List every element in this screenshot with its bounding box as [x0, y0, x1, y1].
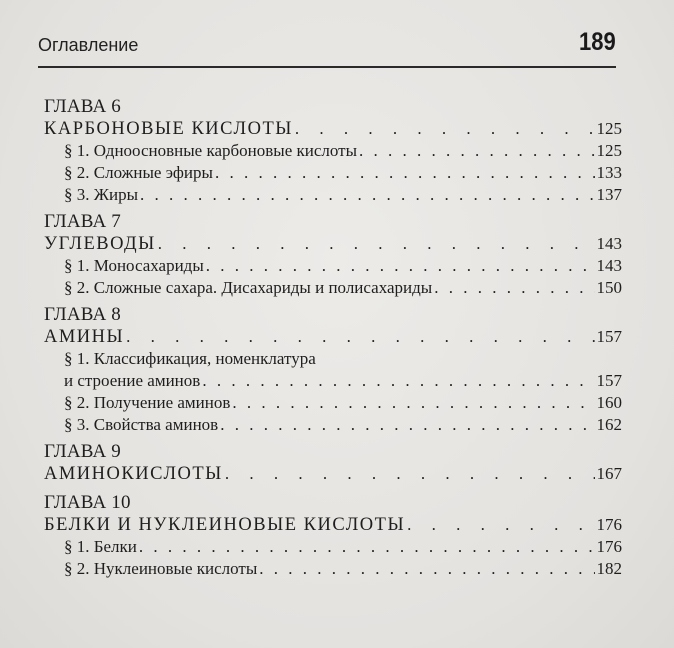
chapter-9-label: ГЛАВА 9 [44, 441, 122, 462]
section-8-1-title-line1: § 1. Классификация, номенклатура [64, 349, 316, 368]
leader-dots [407, 514, 594, 536]
section-8-3-page: 162 [596, 415, 622, 434]
chapter-6-entry[interactable] [44, 118, 622, 140]
section-6-3-entry[interactable] [44, 184, 622, 206]
section-6-2-title: § 2. Сложные эфиры [64, 163, 213, 182]
leader-dots [434, 277, 594, 299]
section-8-1-page: 157 [596, 371, 622, 390]
chapter-10-label: ГЛАВА 10 [44, 492, 131, 513]
leader-dots [158, 233, 595, 255]
section-10-1-entry[interactable] [44, 536, 622, 558]
section-8-3-entry[interactable] [44, 414, 622, 436]
section-6-1-entry[interactable] [44, 140, 622, 162]
leader-dots [259, 558, 594, 580]
section-8-2-title: § 2. Получение аминов [64, 393, 231, 412]
section-7-1-page: 143 [596, 256, 622, 275]
section-6-1-page: 125 [596, 141, 622, 160]
section-7-2-page: 150 [596, 278, 622, 297]
section-6-3-page: 137 [596, 185, 622, 204]
section-6-2-page: 133 [596, 163, 622, 182]
section-8-1-title-line2: и строение аминов [64, 371, 201, 390]
leader-dots [359, 140, 594, 162]
chapter-6-title: КАРБОНОВЫЕ КИСЛОТЫ [44, 119, 293, 139]
section-8-1-entry[interactable] [44, 370, 622, 392]
section-10-2-page: 182 [596, 559, 622, 578]
section-10-1-title: § 1. Белки [64, 537, 137, 556]
section-10-2-title: § 2. Нуклеиновые кислоты [64, 559, 258, 578]
section-8-2-page: 160 [596, 393, 622, 412]
leader-dots [140, 184, 594, 206]
chapter-10-entry[interactable] [44, 514, 622, 536]
leader-dots [206, 255, 595, 277]
leader-dots [215, 162, 595, 184]
running-header-title: Оглавление [38, 35, 139, 55]
chapter-7-entry[interactable] [44, 233, 622, 255]
leader-dots [295, 118, 595, 140]
chapter-8-label: ГЛАВА 8 [44, 304, 122, 325]
section-7-1-entry[interactable] [44, 255, 622, 277]
section-8-2-entry[interactable] [44, 392, 622, 414]
section-6-3-title: § 3. Жиры [64, 185, 139, 204]
running-header [38, 28, 616, 62]
chapter-8-title: АМИНЫ [44, 327, 125, 347]
section-8-3-title: § 3. Свойства аминов [64, 415, 219, 434]
chapter-6-label: ГЛАВА 6 [44, 96, 122, 117]
leader-dots [139, 536, 595, 558]
chapter-7-title: УГЛЕВОДЫ [44, 234, 156, 254]
leader-dots [126, 326, 594, 348]
section-10-1-page: 176 [596, 537, 622, 556]
leader-dots [232, 392, 594, 414]
chapter-10-title: БЕЛКИ И НУКЛЕИНОВЫЕ КИСЛОТЫ [44, 515, 406, 535]
chapter-6-page: 125 [596, 119, 622, 138]
leader-dots [225, 463, 595, 485]
section-6-1-title: § 1. Одноосновные карбоновые кислоты [64, 141, 358, 160]
section-7-1-title: § 1. Моносахариды [64, 256, 204, 275]
chapter-9-title: АМИНОКИСЛОТЫ [44, 464, 223, 484]
chapter-7-label: ГЛАВА 7 [44, 211, 122, 232]
section-7-2-title: § 2. Сложные сахара. Дисахариды и полисахариды [64, 278, 433, 297]
page-number: 189 [579, 28, 616, 56]
chapter-7-page: 143 [596, 234, 622, 253]
chapter-8-entry[interactable] [44, 326, 622, 348]
chapter-9-page: 167 [596, 464, 622, 483]
section-6-2-entry[interactable] [44, 162, 622, 184]
chapter-9-entry[interactable] [44, 463, 622, 485]
section-7-2-entry[interactable] [44, 277, 622, 299]
header-rule [38, 66, 616, 68]
chapter-8-page: 157 [596, 327, 622, 346]
leader-dots [220, 414, 594, 436]
section-10-2-entry[interactable] [44, 558, 622, 580]
chapter-10-page: 176 [596, 515, 622, 534]
leader-dots [202, 370, 594, 392]
